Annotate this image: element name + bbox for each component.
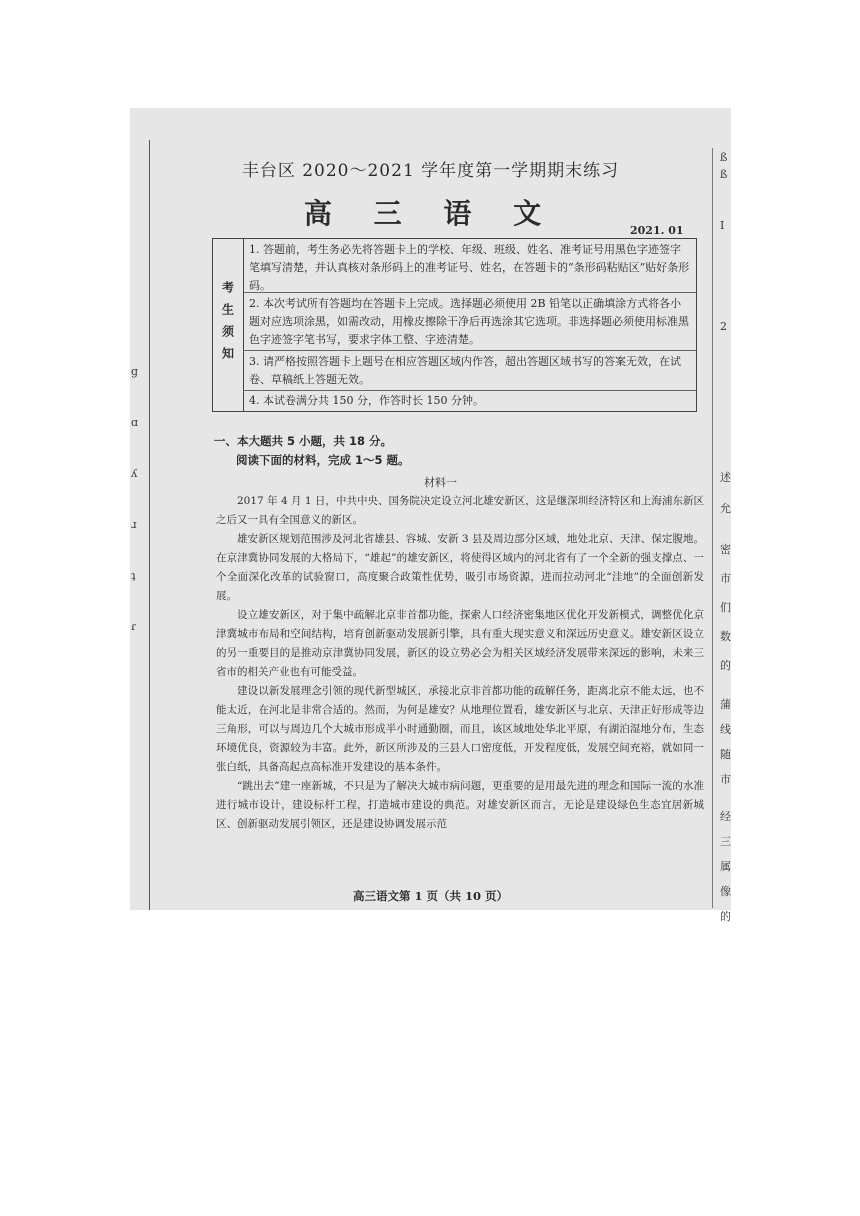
page-right-border: [712, 148, 713, 908]
paragraph: 2017 年 4 月 1 日，中共中央、国务院决定设立河北雄安新区，这是继深圳经济特区和上海浦东新区之后又一具有全国意义的新区。: [216, 495, 704, 526]
exam-title: 高 三 语 文: [303, 197, 558, 230]
edge-char: ʎ: [131, 467, 138, 480]
notice-item: 4. 本试卷满分共 150 分，作答时长 150 分钟。: [249, 394, 484, 407]
section-instruction: 阅读下面的材料，完成 1～5 题。: [236, 453, 410, 467]
material-body: [216, 492, 704, 834]
material-title: 材料一: [424, 476, 457, 489]
notice-label: 考生须知: [220, 281, 235, 369]
scanned-exam-page: [130, 108, 731, 923]
edge-char: 市: [720, 773, 731, 786]
edge-char: ɹ: [131, 518, 137, 531]
right-edge-text: [720, 152, 732, 928]
notice-item: 3. 请严格按照答题卡上题号在相应答题区域内作答，超出答题区域书写的答案无效，在试卷、草稿纸上答题无效。: [243, 351, 696, 391]
edge-char: ß: [720, 151, 728, 164]
edge-char: 经: [720, 810, 731, 823]
edge-char: g: [131, 365, 139, 378]
edge-char: 允: [720, 502, 731, 515]
edge-char: ʇ: [131, 569, 136, 582]
edge-char: 蒲: [720, 698, 731, 711]
page-left-border: [149, 140, 150, 910]
notice-item: 1. 答题前，考生务必先将答题卡上的学校、年级、班级、姓名、准考证号用黑色字迹签字笔填写清楚，并认真核对条形码上的准考证号、姓名，在答题卡的“条形码粘贴区”贴好条形码。: [243, 239, 696, 293]
edge-char: 述: [720, 471, 731, 484]
paragraph: 建设以新发展理念引领的现代新型城区，承接北京非首都功能的疏解任务，距离北京不能太远，也不能太近，在河北是非常合适的。然而，为何是雄安？从地理位置看，雄安新区与北京、天津正好形成等边三角形，可以与周边几个大城市形成半小时通勤圈，而且，该区域地处华北平原，有湖泊湿地分布，生态环境优良，资源较为丰富。此外，新区所涉及的三县人口密度低，开发程度低，发展空间充裕，就如同一张白纸，具备高起点高标准开发建设的基本条件。: [216, 685, 704, 773]
notice-label-cell: [213, 239, 244, 411]
edge-char: 属: [720, 860, 731, 873]
edge-char: 随: [720, 748, 731, 761]
page-footer: 高三语文第 1 页（共 10 页）: [352, 889, 509, 903]
edge-char: 市: [720, 572, 731, 585]
candidate-notice-box: [212, 238, 697, 412]
paragraph: “跳出去”建一座新城，不只是为了解决大城市病问题，更重要的是用最先进的理念和国际一流的水准进行城市设计，建设标杆工程，打造城市建设的典范。对雄安新区而言，无论是建设绿色生态宜居新城区、创新驱动发展引领区，还是建设协调发展示范: [216, 780, 704, 830]
edge-char: 的: [720, 910, 731, 923]
edge-char: ɾ: [131, 620, 136, 633]
paragraph: 雄安新区规划范围涉及河北省雄县、容城、安新 3 县及周边部分区域，地处北京、天津、保定腹地。在京津冀协同发展的大格局下，“雄起”的雄安新区，将使得区域内的河北省有了一个全新的强支撑点、一个全面深化改革的试验窗口，高度聚合政策性优势，吸引市场资源，进而拉动河北“洼地”的全面创新发展。: [216, 533, 704, 602]
notice-item: 2. 本次考试所有答题均在答题卡上完成。选择题必须使用 2B 铅笔以正确填涂方式将各小题对应选项涂黑，如需改动，用橡皮擦除干净后再选涂其它选项。非选择题必须使用标准黑色字迹签字笔书写，要求字体工整、字迹清楚。: [243, 293, 696, 351]
edge-char: ß: [720, 168, 728, 181]
notice-items: [243, 239, 696, 411]
paragraph: 设立雄安新区，对于集中疏解北京非首都功能，探索人口经济密集地区优化开发新模式，调整优化京津冀城市布局和空间结构，培育创新驱动发展新引擎，具有重大现实意义和深远历史意义。雄安新区设立的另一重要目的是推动京津冀协同发展，新区的设立势必会为相关区域经济发展带来深远的影响，未来三省市的相关产业也有可能受益。: [216, 609, 704, 678]
edge-char: 2: [720, 320, 727, 333]
edge-char: 像: [720, 885, 731, 898]
edge-char: 密: [720, 543, 731, 556]
edge-char: 线: [720, 723, 731, 736]
edge-char: ɑ: [131, 416, 139, 429]
edge-char: 数: [720, 630, 731, 643]
exam-subtitle: 丰台区 2020～2021 学年度第一学期期末练习: [241, 161, 620, 181]
left-edge-text: [131, 366, 143, 672]
section-title: 一、本大题共 5 小题，共 18 分。: [214, 434, 393, 448]
exam-date: 2021. 01: [630, 224, 684, 237]
edge-char: 们: [720, 601, 731, 614]
edge-char: 三: [720, 835, 731, 848]
edge-char: 的: [720, 659, 731, 672]
edge-char: I: [720, 219, 725, 232]
